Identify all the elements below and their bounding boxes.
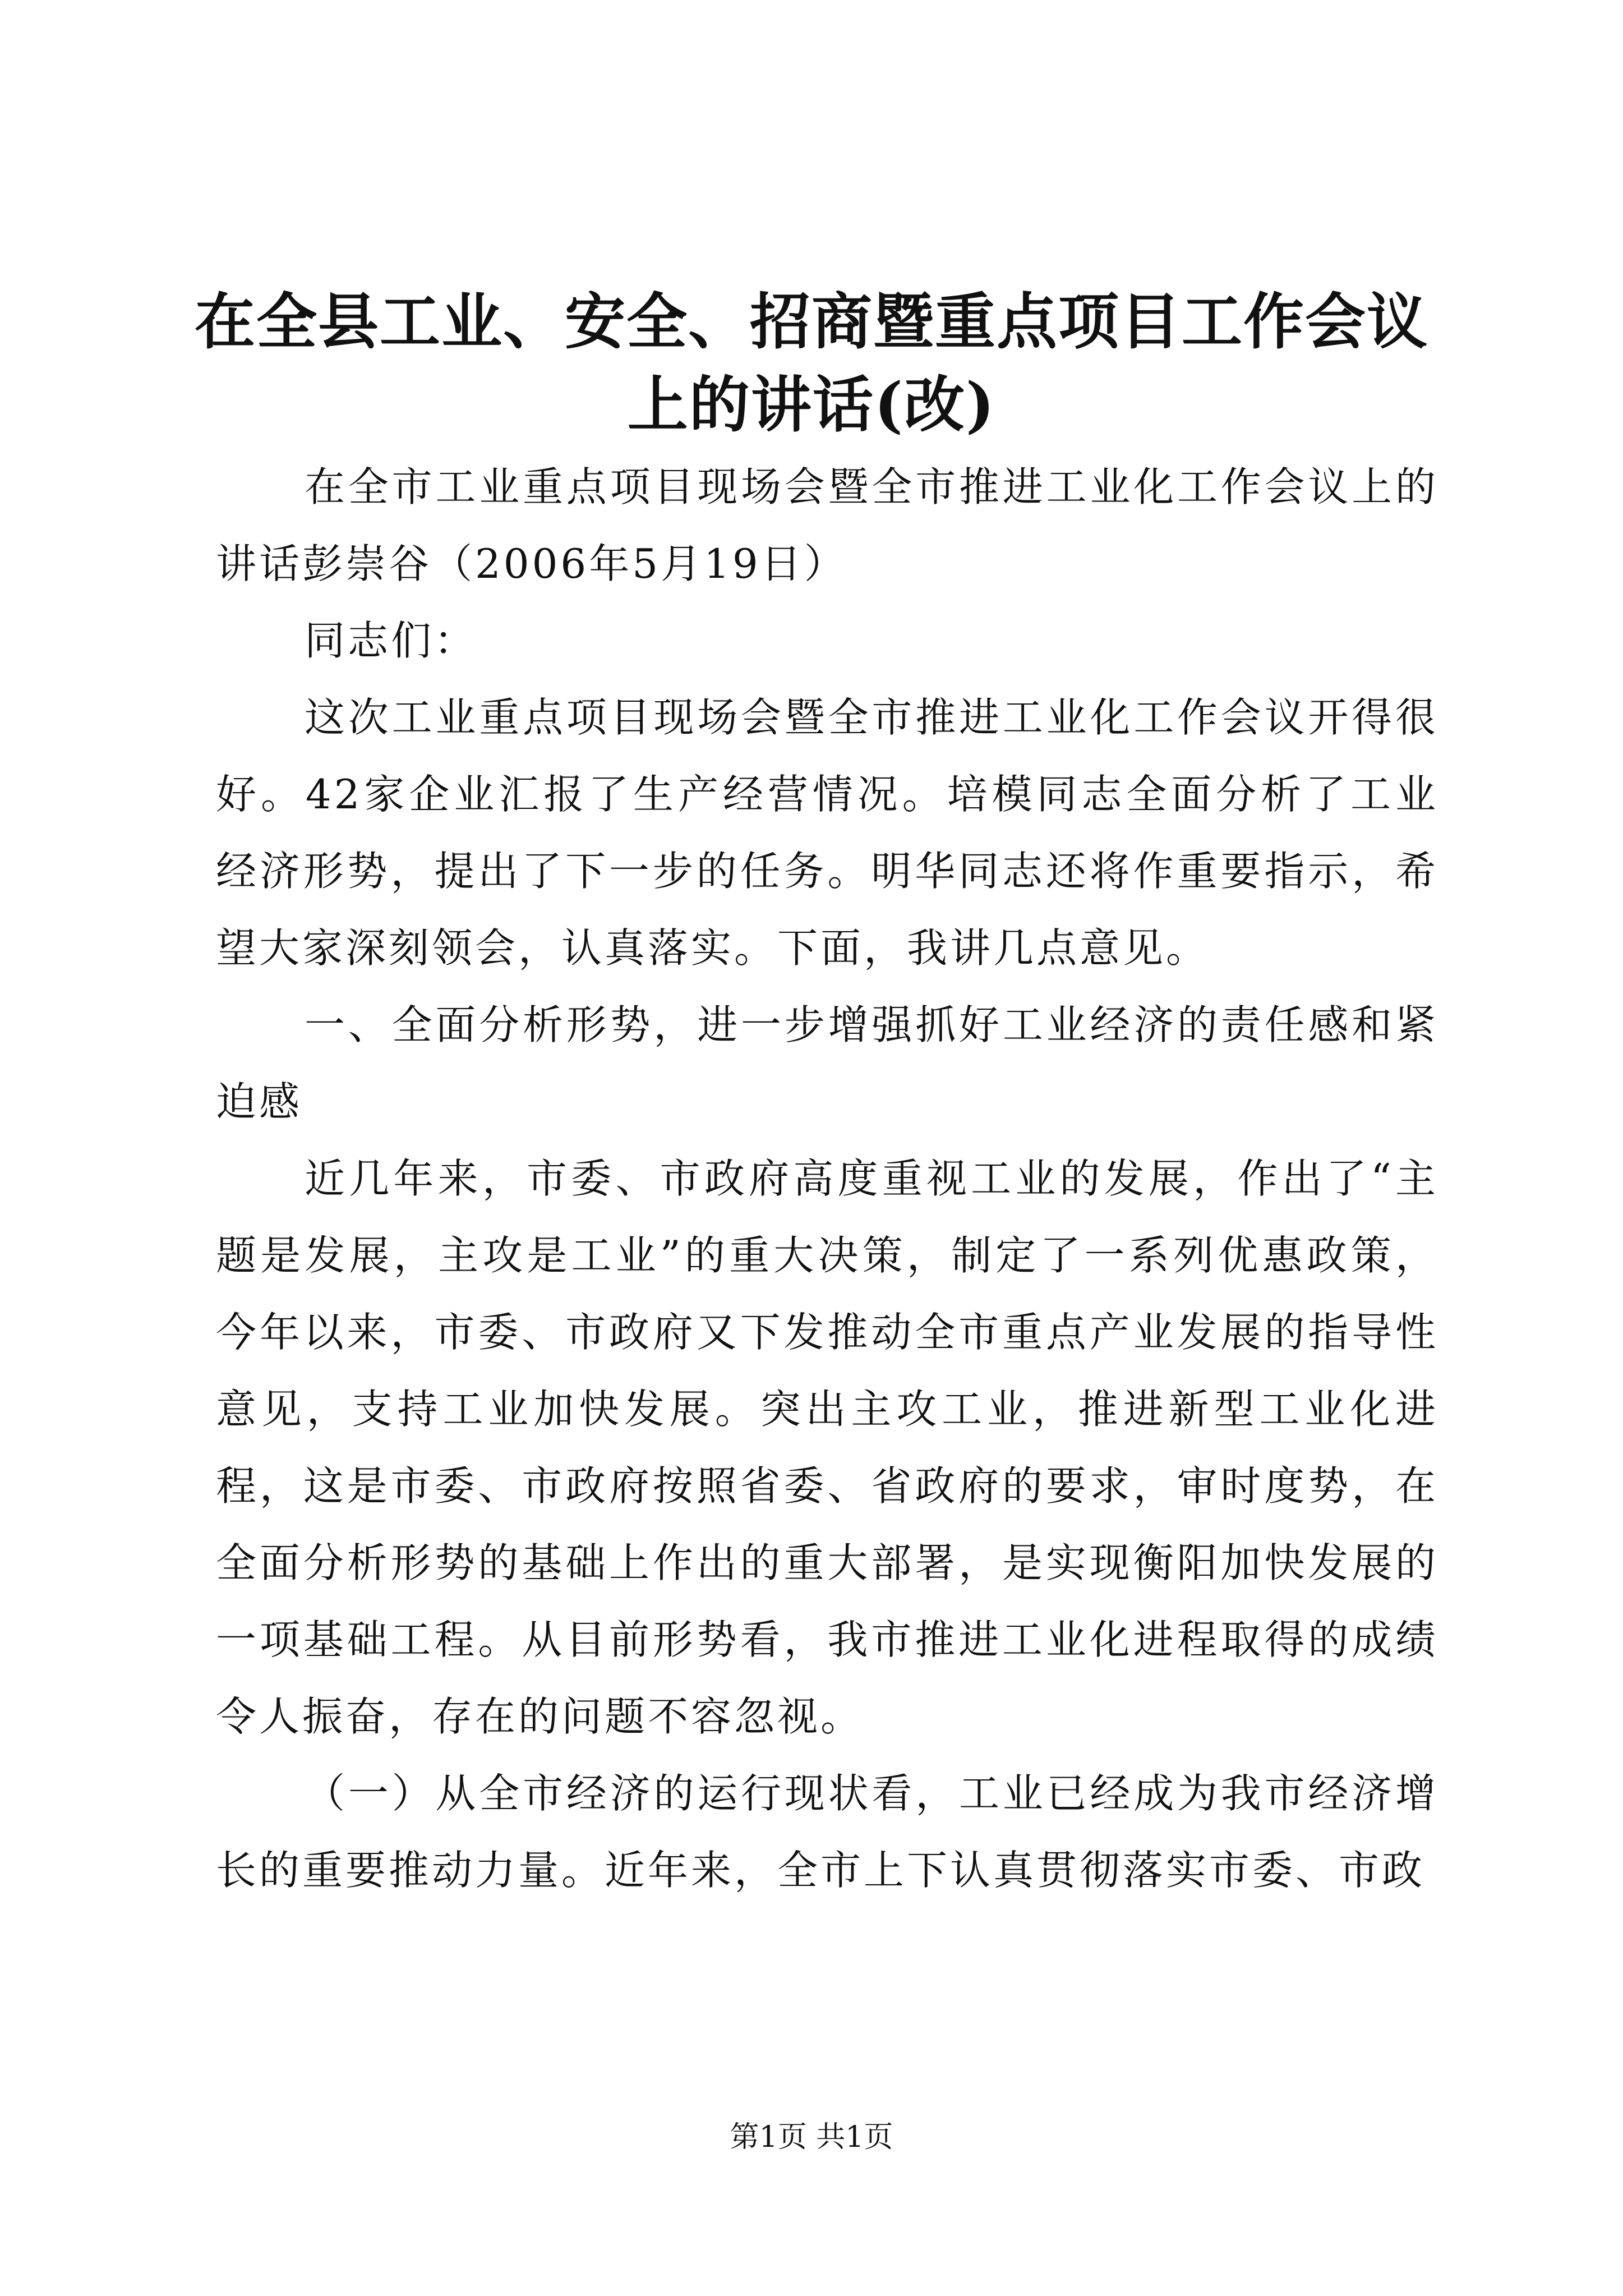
subsection-paragraph-1: （一）从全市经济的运行现状看，工业已经成为我市经济增长的重要推动力量。近年来，全市上下认真贯彻落实市委、市政 [216,1770,1438,1894]
document-title [185,280,1438,447]
title-line-1: 在全县工业、安全、招商暨重点项目工作会议 [194,287,1428,357]
paragraph-salutation: 同志们： [305,617,478,664]
page-footer: 第1页 共1页 [730,2120,893,2154]
section-heading-1: 一、全面分析形势，进一步增强抓好工业经济的责任感和紧迫感 [216,1001,1438,1125]
paragraph-body: 近几年来，市委、市政府高度重视工业的发展，作出了“主题是发展，主攻是工业”的重大决策，制定了一系列优惠政策，今年以来，市委、市政府又下发推动全市重点产业发展的指导性意见，支持工业加快发展。突出主攻工业，推进新型工业化进程，这是市委、市政府按照省委、省政府的要求，审时度势，在全面分析形势的基础上作出的重大部署，是实现衡阳加快发展的一项基础工程。从目前形势看，我市推进工业化进程取得的成绩令人振奋，存在的问题不容忽视。 [216,1155,1438,1740]
paragraph-speech-heading: 在全市工业重点项目现场会暨全市推进工业化工作会议上的讲话彭崇谷（2006年5月19日） [216,463,1438,587]
document-body [216,449,1438,1909]
title-line-2: 上的讲话(改) [627,370,996,440]
paragraph-opening: 这次工业重点项目现场会暨全市推进工业化工作会议开得很好。42家企业汇报了生产经营情况。培模同志全面分析了工业经济形势，提出了下一步的任务。明华同志还将作重要指示，希望大家深刻领会，认真落实。下面，我讲几点意见。 [216,694,1438,972]
